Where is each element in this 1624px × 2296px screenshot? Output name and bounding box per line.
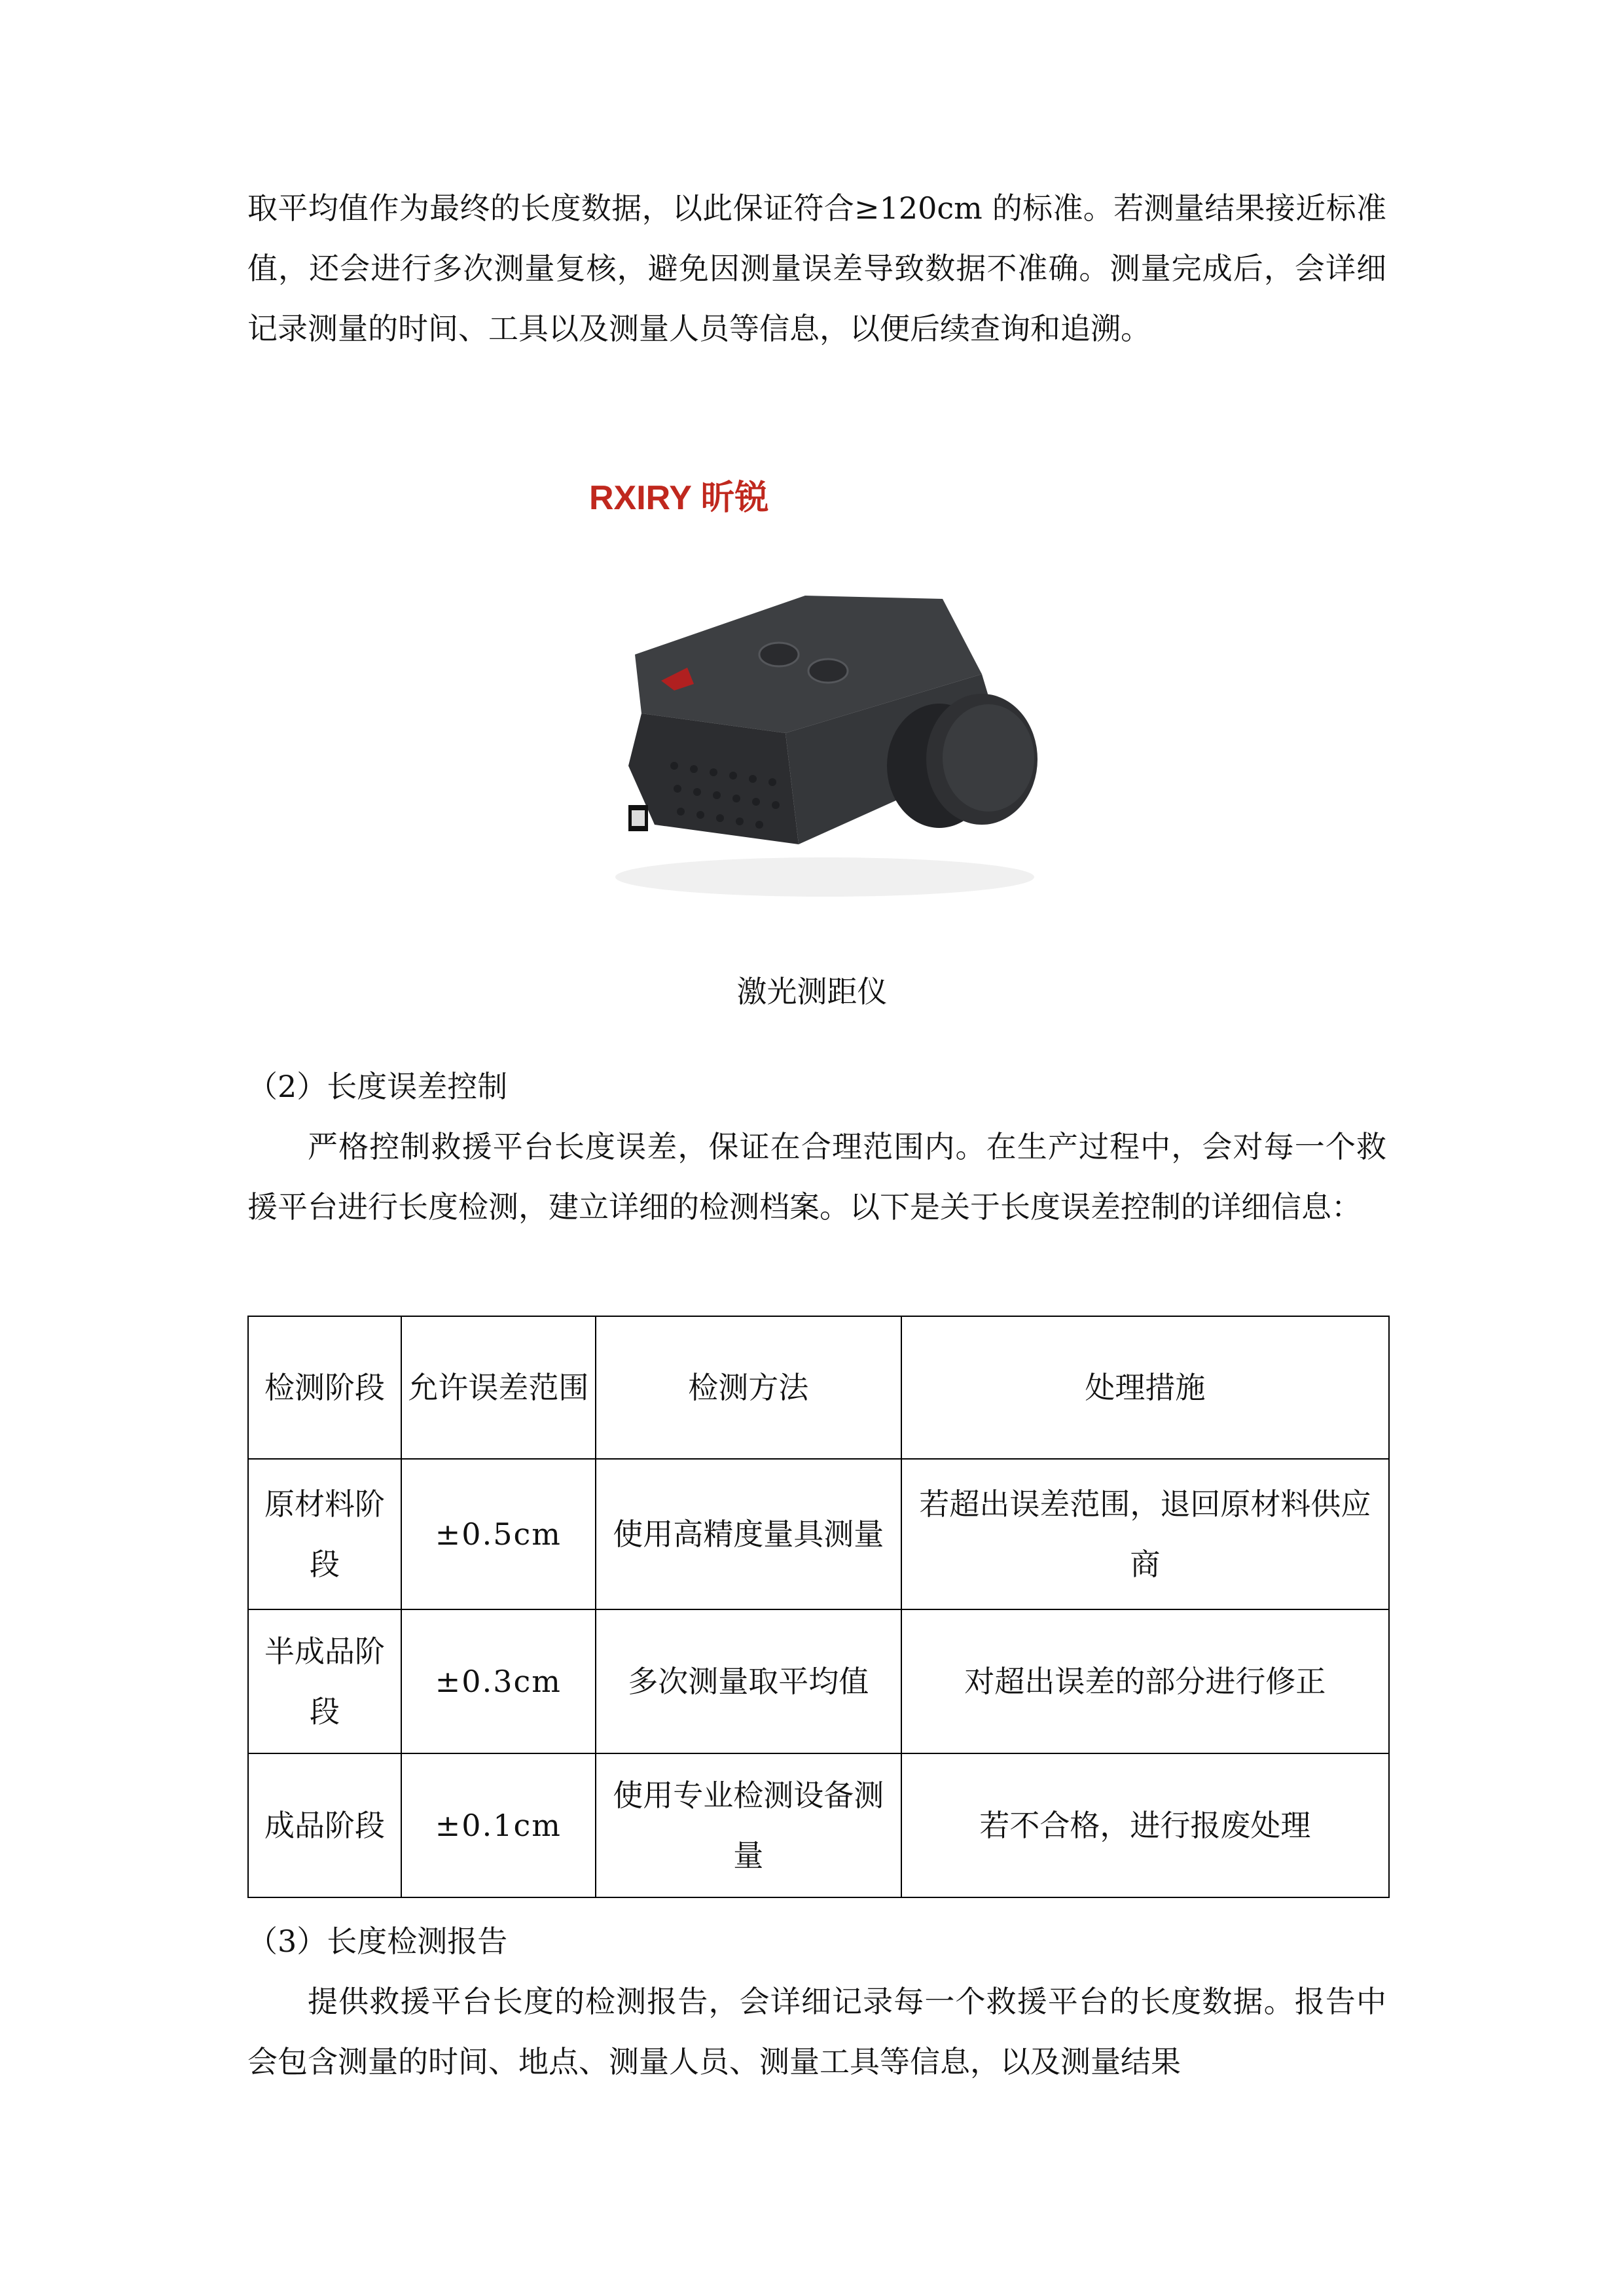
intro-paragraph: 取平均值作为最终的长度数据，以此保证符合≥120cm 的标准。若测量结果接近标准值，还会进行多次测量复核，避免因测量误差导致数据不准确。测量完成后，会详细记录测量的时间、工具以及测量人员等信息，以便后续查询和追溯。 [247,190,1386,346]
table-cell: 半成品阶段 [248,1609,401,1753]
table-row [248,1753,1389,1897]
table-header-row [248,1316,1389,1459]
table-cell: 若超出误差范围，退回原材料供应商 [901,1459,1389,1609]
table-cell: 成品阶段 [248,1753,401,1897]
section2-paragraph: 严格控制救援平台长度误差，保证在合理范围内。在生产过程中，会对每一个救援平台进行长度检测，建立详细的检测档案。以下是关于长度误差控制的详细信息： [247,1129,1386,1225]
table-header-cell: 检测方法 [596,1316,901,1459]
table-cell: ±0.1cm [401,1753,596,1897]
table-header-cell: 处理措施 [901,1316,1389,1459]
length-error-table [247,1316,1390,1898]
table-cell: ±0.3cm [401,1609,596,1753]
section3-paragraph: 提供救援平台长度的检测报告，会详细记录每一个救援平台的长度数据。报告中会包含测量的时间、地点、测量人员、测量工具等信息，以及测量结果 [247,1984,1386,2079]
table-header-cell: 允许误差范围 [401,1316,596,1459]
table-row [248,1609,1389,1753]
table-cell: 对超出误差的部分进行修正 [901,1609,1389,1753]
table-cell: 多次测量取平均值 [596,1609,901,1753]
table-cell: 使用专业检测设备测量 [596,1753,901,1897]
laser-rangefinder-icon [615,596,1038,897]
product-figure [563,458,1087,929]
section2-heading: （2）长度误差控制 [247,1069,508,1104]
table-row [248,1459,1389,1609]
brand-logo: RXIRY 昕锐 [589,479,769,517]
table-header-cell: 检测阶段 [248,1316,401,1459]
table-cell: ±0.5cm [401,1459,596,1609]
table-cell: 若不合格，进行报废处理 [901,1753,1389,1897]
section3-heading: （3）长度检测报告 [247,1924,508,1959]
table-cell: 原材料阶段 [248,1459,401,1609]
figure-caption: 激光测距仪 [736,974,888,1009]
table-cell: 使用高精度量具测量 [596,1459,901,1609]
